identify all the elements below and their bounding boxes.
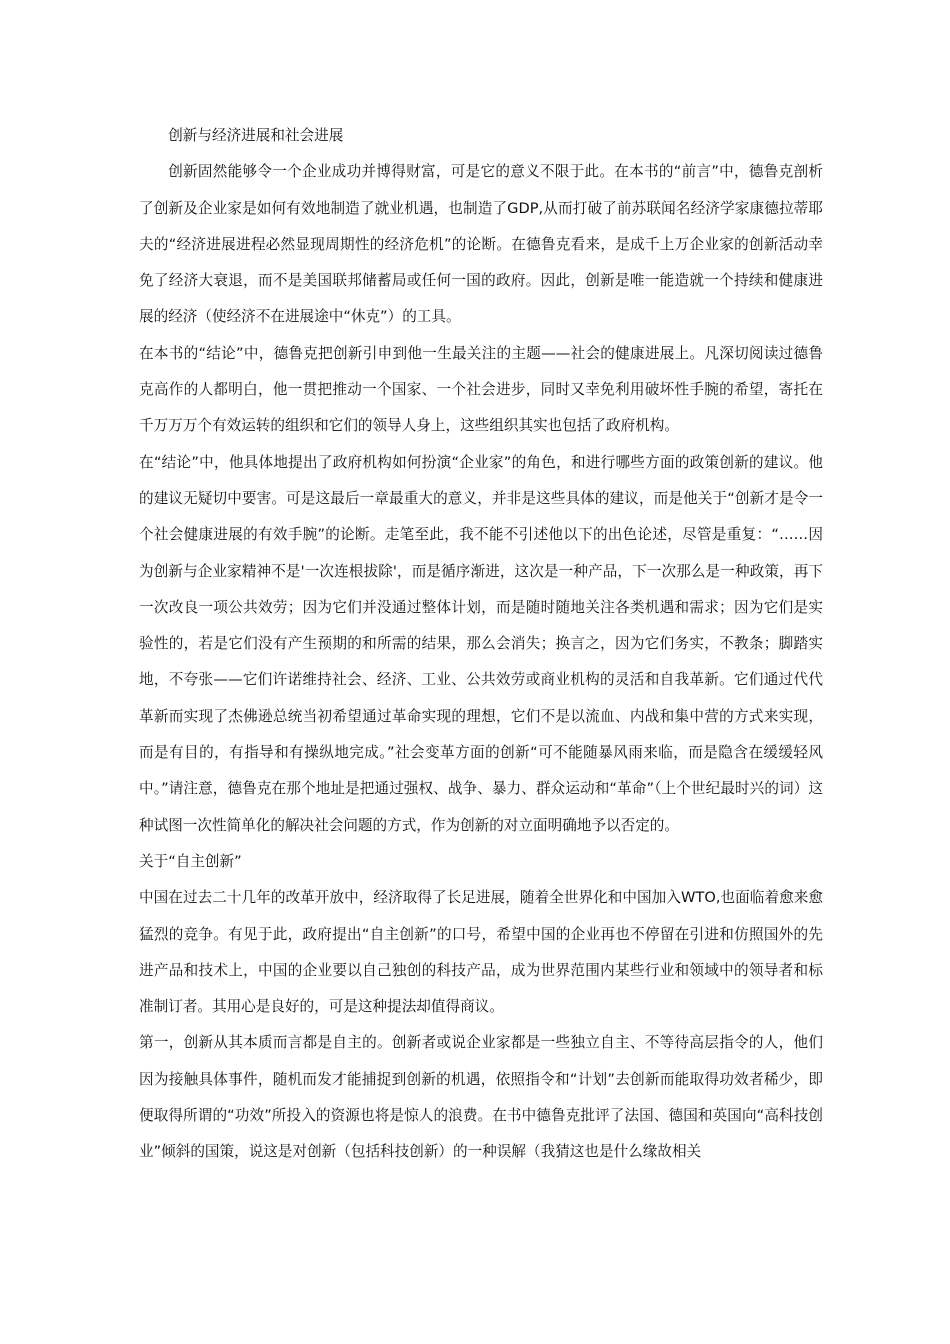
section-heading-independent-innovation: 关于“自主创新” xyxy=(139,852,242,870)
document-body xyxy=(139,118,823,1171)
paragraph-china-reform: 中国在过去二十几年的改革开放中，经济取得了长足进展，随着全世界化和中国加入WTO,也面临着愈来愈猛烈的竞争。有见于此，政府提出“自主创新”的口号，希望中国的企业再也不停留在引进和仿照国外的先进产品和技术上，中国的企业要以自己独创的科技产品，成为世界范围内某些行业和领域中的领导者和标准制订者。其用心是良好的，可是这种提法却值得商议。 xyxy=(139,889,823,1016)
paragraph-intro: 创新固然能够令一个企业成功并博得财富，可是它的意义不限于此。在本书的“前言”中，德鲁克剖析了创新及企业家是如何有效地制造了就业机遇，也制造了GDP,从而打破了前苏联闻名经济学家康德拉蒂耶夫的“经济进展进程必然显现周期性的经济危机”的论断。在德鲁克看来，是成千上万企业家的创新活动幸免了经济大衰退，而不是美国联邦储蓄局或任何一国的政府。因此，创新是唯一能造就一个持续和健康进展的经济（使经济不在进展途中“休克”）的工具。 xyxy=(139,163,823,326)
paragraph-conclusion-theme: 在本书的“结论”中，德鲁克把创新引申到他一生最关注的主题——社会的健康进展上。凡深切阅读过德鲁克高作的人都明白，他一贯把推动一个国家、一个社会进步，同时又幸免利用破坏性手腕的希望，寄托在千万万万个有效运转的组织和它们的领导人身上，这些组织其实也包括了政府机构。 xyxy=(139,344,823,435)
section-heading-innovation-development: 创新与经济进展和社会进展 xyxy=(168,127,344,144)
paragraph-conclusion-details: 在“结论”中，他具体地提出了政府机构如何扮演“企业家”的角色，和进行哪些方面的政策创新的建议。他的建议无疑切中要害。可是这最后一章最重大的意义，并非是这些具体的建议，而是他关于“创新才是令一个社会健康进展的有效手腕”的论断。走笔至此，我不能不引述他以下的出色论述，尽管是重复：“……因为创新与企业家精神不是'一次连根拔除'，而是循序渐进，这次是一种产品，下一次那么是一种政策，再下一次改良一项公共效劳；因为它们并没通过整体计划，而是随时随地关注各类机遇和需求；因为它们是实验性的，若是它们没有产生预期的和所需的结果，那么会消失；换言之，因为它们务实，不教条；脚踏实地，不夸张——它们许诺维持社会、经济、工业、公共效劳或商业机构的灵活和自我革新。它们通过代代革新而实现了杰佛逊总统当初希望通过革命实现的理想，它们不是以流血、内战和集中营的方式来实现，而是有目的，有指导和有操纵地完成。”社会变革方面的创新“可不能随暴风雨来临，而是隐含在缓缓轻风中。”请注意，德鲁克在那个地址是把通过强权、战争、暴力、群众运动和“革命”（上个世纪最时兴的词）这种试图一次性简单化的解决社会问题的方式，作为创新的对立面明确地予以否定的。 xyxy=(139,453,823,834)
paragraph-first-point: 第一，创新从其本质而言都是自主的。创新者或说企业家都是一些独立自主、不等待高层指令的人，他们因为接触具体事件，随机而发才能捕捉到创新的机遇，依照指令和“计划”去创新而能取得功效者稀少，即便取得所谓的“功效”所投入的资源也将是惊人的浪费。在书中德鲁克批评了法国、德国和英国向“高科技创业”倾斜的国策，说这是对创新（包括科技创新）的一种误解（我猜这也是什么缘故相关 xyxy=(139,1034,823,1161)
